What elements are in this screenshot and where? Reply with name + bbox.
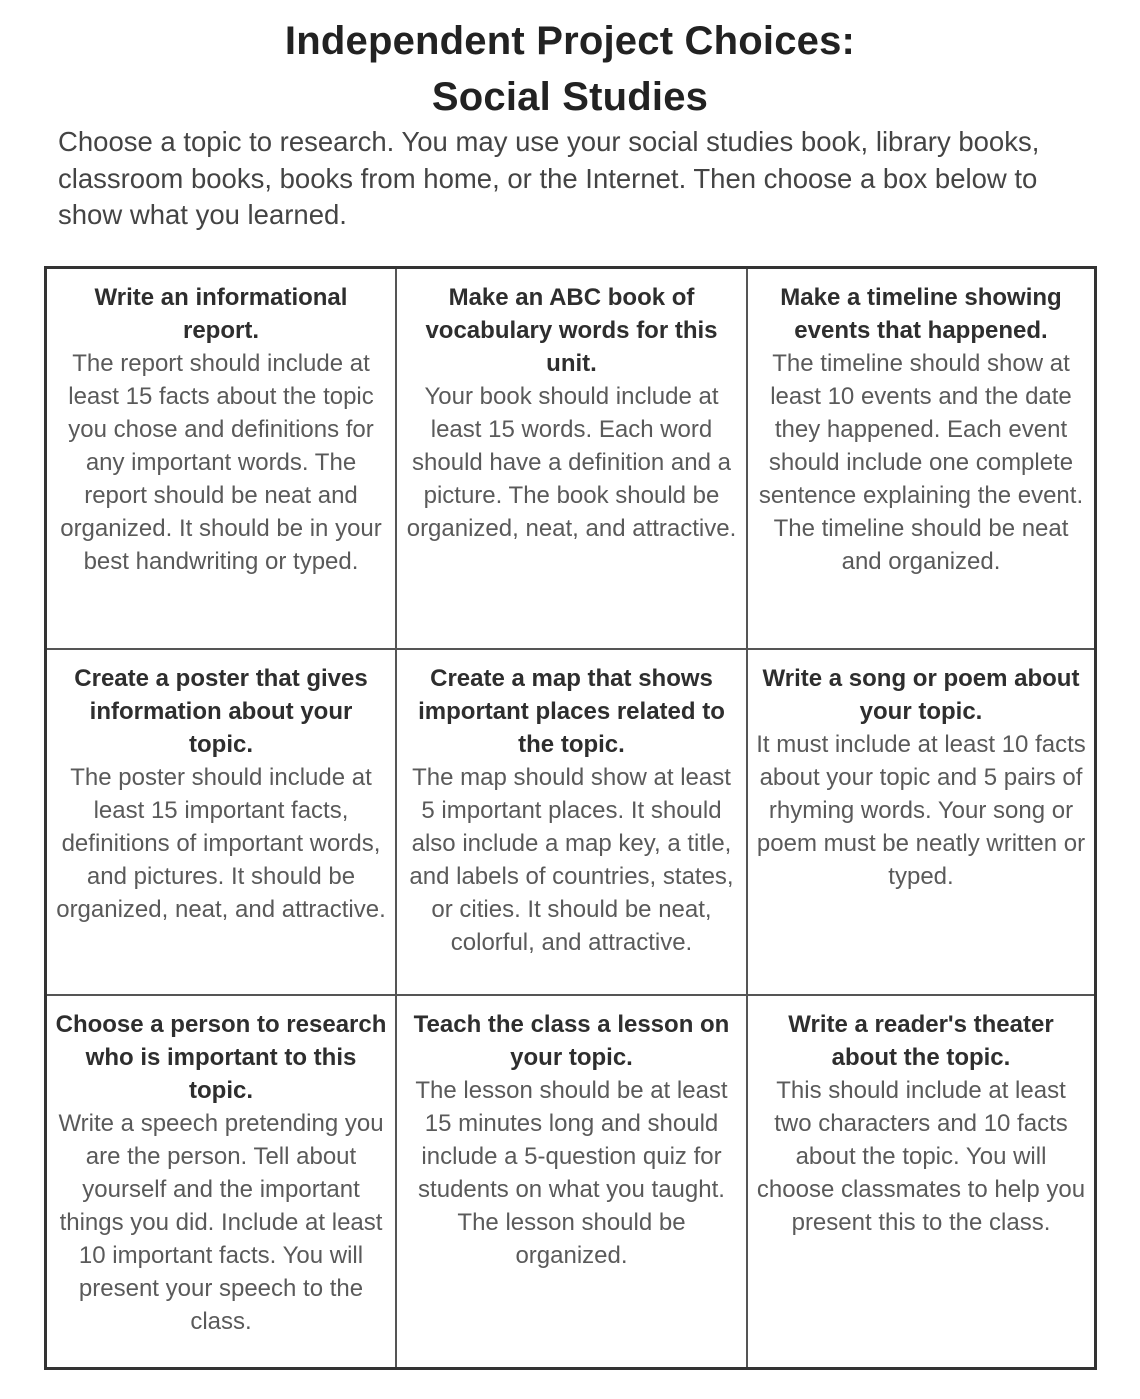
- choice-cell-informational-report: [47, 269, 397, 650]
- choice-description: The poster should include at least 15 important facts, definitions of important words, and pictures. It should be organized, neat, and attractive.: [56, 764, 386, 923]
- choice-cell-abc-book: [397, 269, 748, 650]
- choice-cell-readers-theater: [748, 996, 1094, 1367]
- choice-cell-timeline: [748, 269, 1094, 650]
- choice-description: This should include at least two characters and 10 facts about the topic. You will choose classmates to help you present this to the class.: [756, 1077, 1086, 1236]
- choice-cell-song-or-poem: [748, 650, 1094, 996]
- choice-heading: Write an informational report.: [94, 284, 348, 344]
- choice-heading: Make an ABC book of vocabulary words for this unit.: [425, 284, 718, 377]
- choice-cell-teach-lesson: [397, 996, 748, 1367]
- choice-description: It must include at least 10 facts about your topic and 5 pairs of rhyming words. Your song or poem must be neatly written or typed.: [756, 731, 1086, 890]
- choice-heading: Choose a person to research who is important to this topic.: [55, 1011, 387, 1104]
- choice-cell-map: [397, 650, 748, 996]
- page-subtitle: Social Studies: [431, 75, 709, 119]
- instructions-text: Choose a topic to research. You may use your social studies book, library books, classroom books, books from home, or the Internet. Then choose a box below to show what you learned.: [58, 126, 1040, 230]
- choice-description: The timeline should show at least 10 events and the date they happened. Each event should include one complete sentence explaining the event. The timeline should be neat and organized.: [758, 350, 1084, 575]
- choice-description: Write a speech pretending you are the person. Tell about yourself and the important things you did. Include at least 10 important facts. You will present your speech to the class.: [58, 1110, 384, 1335]
- choice-board: [44, 266, 1097, 1370]
- choice-heading: Teach the class a lesson on your topic.: [413, 1011, 730, 1071]
- choice-heading: Create a map that shows important places related to the topic.: [418, 665, 725, 758]
- choice-description: The map should show at least 5 important places. It should also include a map key, a title, and labels of countries, states, or cities. It should be neat, colorful, and attractive.: [409, 764, 734, 956]
- choice-description: Your book should include at least 15 words. Each word should have a definition and a picture. The book should be organized, neat, and attractive.: [406, 383, 737, 542]
- choice-description: The lesson should be at least 15 minutes long and should include a 5-question quiz for students on what you taught. The lesson should be organized.: [415, 1077, 728, 1269]
- choice-heading: Write a song or poem about your topic.: [762, 665, 1080, 725]
- page-title: Independent Project Choices:: [284, 19, 856, 63]
- choice-cell-person-speech: [47, 996, 397, 1367]
- choice-description: The report should include at least 15 facts about the topic you chose and definitions for any important words. The report should be neat and organized. It should be in your best handwriting or typed.: [60, 350, 382, 575]
- choice-cell-poster: [47, 650, 397, 996]
- choice-heading: Write a reader's theater about the topic.: [788, 1011, 1054, 1071]
- choice-heading: Create a poster that gives information about your topic.: [74, 665, 368, 758]
- choice-heading: Make a timeline showing events that happened.: [780, 284, 1062, 344]
